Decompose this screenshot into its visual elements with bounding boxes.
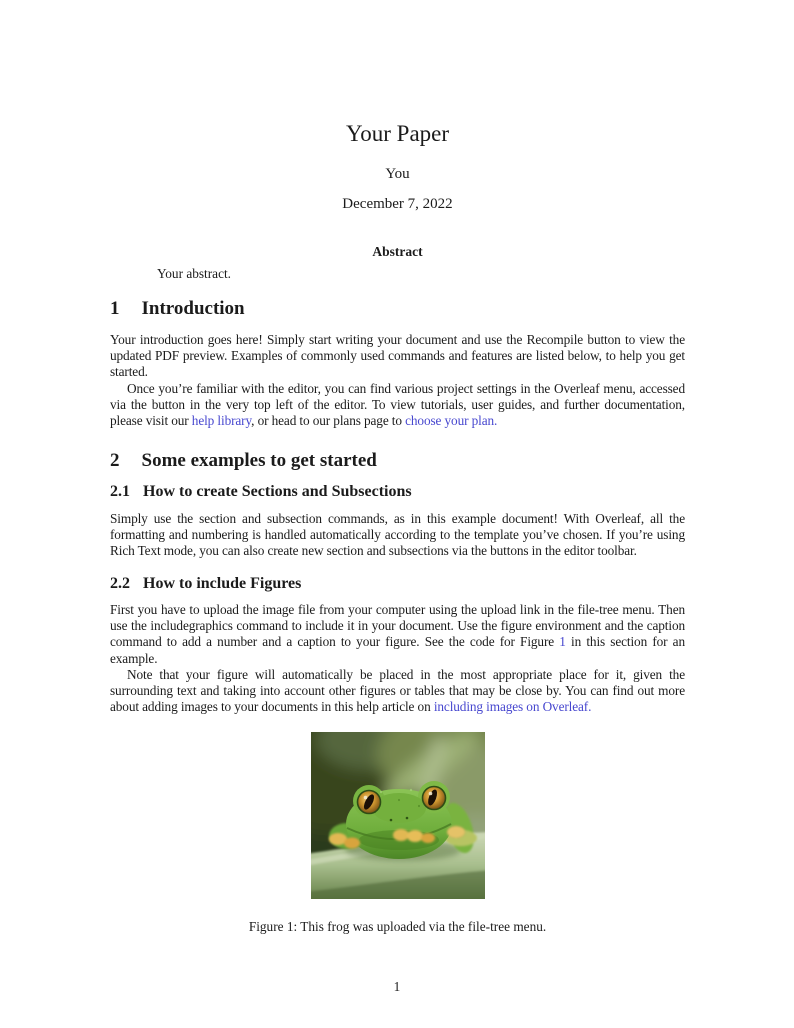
text-run: , or head to our plans page to <box>251 412 406 428</box>
page-content <box>0 120 794 935</box>
frog-photo <box>311 732 485 899</box>
section-number: 2 <box>110 449 120 471</box>
link-help-library[interactable]: help library <box>191 412 252 428</box>
subsection-2-2-heading <box>110 574 685 593</box>
text-run: in this section for an example. <box>110 634 685 666</box>
paper-author: You <box>385 165 410 182</box>
intro-paragraph-1: Your introduction goes here! Simply start writing your document and use the Recompile button to view the updated PDF preview. Examples of commonly used commands and features are listed below, to help you get started. <box>110 332 685 380</box>
sections-paragraph: Simply use the section and subsection commands, as in this example document! With Overleaf, all the formatting and numbering is handled automatically according to the template you’ve chosen. If you’re using Rich Text mode, you can also create new section and subsections via the buttons in the editor toolbar. <box>110 510 685 559</box>
section-2-heading <box>110 450 685 473</box>
section-title: Introduction <box>141 298 245 320</box>
subsection-title: How to create Sections and Subsections <box>143 482 412 500</box>
section-1-heading <box>110 298 685 321</box>
text-run: First you have to upload the image file from your computer using the upload link in the file-tree menu. Then use the includegraphics command to include it in your document. Use the figure environment and the caption command to add a number and a caption to your figure. See the code for Figure <box>110 602 685 650</box>
link-choose-your-plan[interactable]: choose your plan. <box>405 412 498 428</box>
subsection-number: 2.2 <box>110 575 130 593</box>
figures-paragraph-2 <box>110 667 685 715</box>
subsection-2-1-heading <box>110 482 685 501</box>
section-title: Some examples to get started <box>141 449 377 471</box>
intro-paragraph-2 <box>110 381 685 429</box>
link-including-images-on-overleaf[interactable]: including images on Overleaf. <box>433 698 592 714</box>
page-number: 1 <box>393 979 401 994</box>
link-figure-1-ref[interactable]: 1 <box>559 634 566 650</box>
abstract-text: Your abstract. <box>157 266 231 282</box>
text-run: Note that your figure will automatically be placed in the most appropriate place for it, given the surrounding text and taking into account other figures or tables that may be close by. You can find out more about adding images to your documents in this help article on <box>110 666 685 714</box>
paper-date: December 7, 2022 <box>342 196 453 213</box>
figures-paragraph-1 <box>110 602 685 666</box>
paper-title: Your Paper <box>345 121 450 146</box>
abstract-heading: Abstract <box>372 244 423 260</box>
text-run: Once you’re familiar with the editor, you can find various project settings in the Overleaf menu, accessed via the button in the very top left of the editor. To view tutorials, user guides, and further documentation, please visit our <box>110 380 685 428</box>
figure-container <box>110 732 685 899</box>
section-number: 1 <box>110 298 120 320</box>
subsection-title: How to include Figures <box>143 575 302 593</box>
subsection-number: 2.1 <box>110 482 130 500</box>
figure-caption: Figure 1: This frog was uploaded via the file-tree menu. <box>248 918 547 934</box>
